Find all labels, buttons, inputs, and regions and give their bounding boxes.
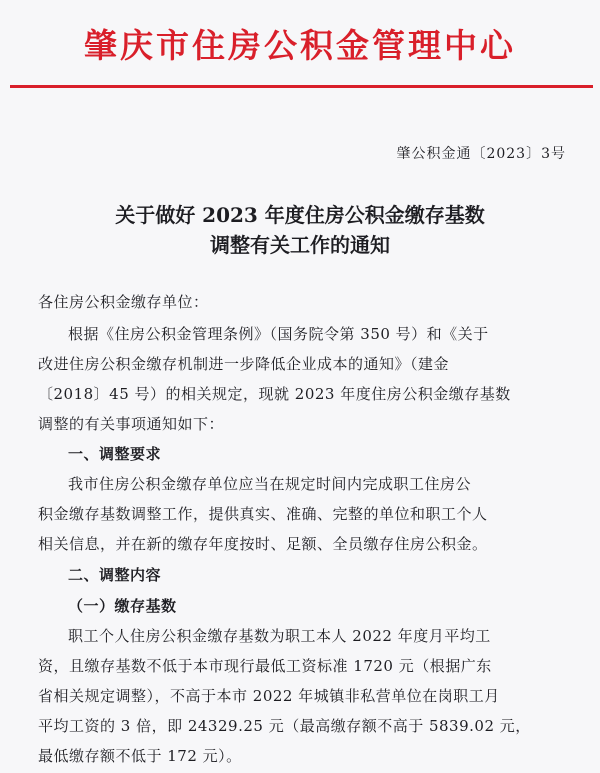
header-red-divider [10,85,593,88]
section-heading-content: 二、调整内容 [68,566,162,584]
paragraph-line: 最低缴存额不低于 172 元）。 [38,747,242,765]
paragraph-line: 根据《住房公积金管理条例》（国务院令第 350 号）和《关于 [68,325,489,343]
paragraph-line: 相关信息，并在新的缴存年度按时、足额、全员缴存住房公积金。 [38,535,488,553]
paragraph-line: 平均工资的 3 倍，即 24329.25 元（最高缴存额不高于 5839.02 元， [38,717,531,735]
document-number: 肇公积金通〔2023〕3号 [396,146,566,162]
paragraph-line: 我市住房公积金缴存单位应当在规定时间内完成职工住房公 [68,475,472,493]
notice-title-line-2: 调整有关工作的通知 [210,233,390,257]
paragraph-line: 〔2018〕45 号）的相关规定，现就 2023 年度住房公积金缴存基数 [38,385,511,403]
section-heading-requirements: 一、调整要求 [68,445,162,463]
paragraph-line: 改进住房公积金缴存机制进一步降低企业成本的通知》（建金 [38,355,450,373]
salutation: 各住房公积金缴存单位： [38,293,209,311]
subsection-heading-base: （一）缴存基数 [68,597,177,615]
paragraph-line: 调整的有关事项通知如下： [38,415,225,433]
paragraph-line: 职工个人住房公积金缴存基数为职工本人 2022 年度月平均工 [68,627,491,645]
paragraph-line: 资，且缴存基数不低于本市现行最低工资标准 1720 元（根据广东 [38,657,492,675]
notice-title-line-1: 关于做好 2023 年度住房公积金缴存基数 [115,203,485,227]
org-header-title: 肇庆市住房公积金管理中心 [84,26,516,65]
paragraph-line: 积金缴存基数调整工作，提供真实、准确、完整的单位和职工个人 [38,505,488,523]
paragraph-line: 省相关规定调整），不高于本市 2022 年城镇非私营单位在岗职工月 [38,687,500,705]
